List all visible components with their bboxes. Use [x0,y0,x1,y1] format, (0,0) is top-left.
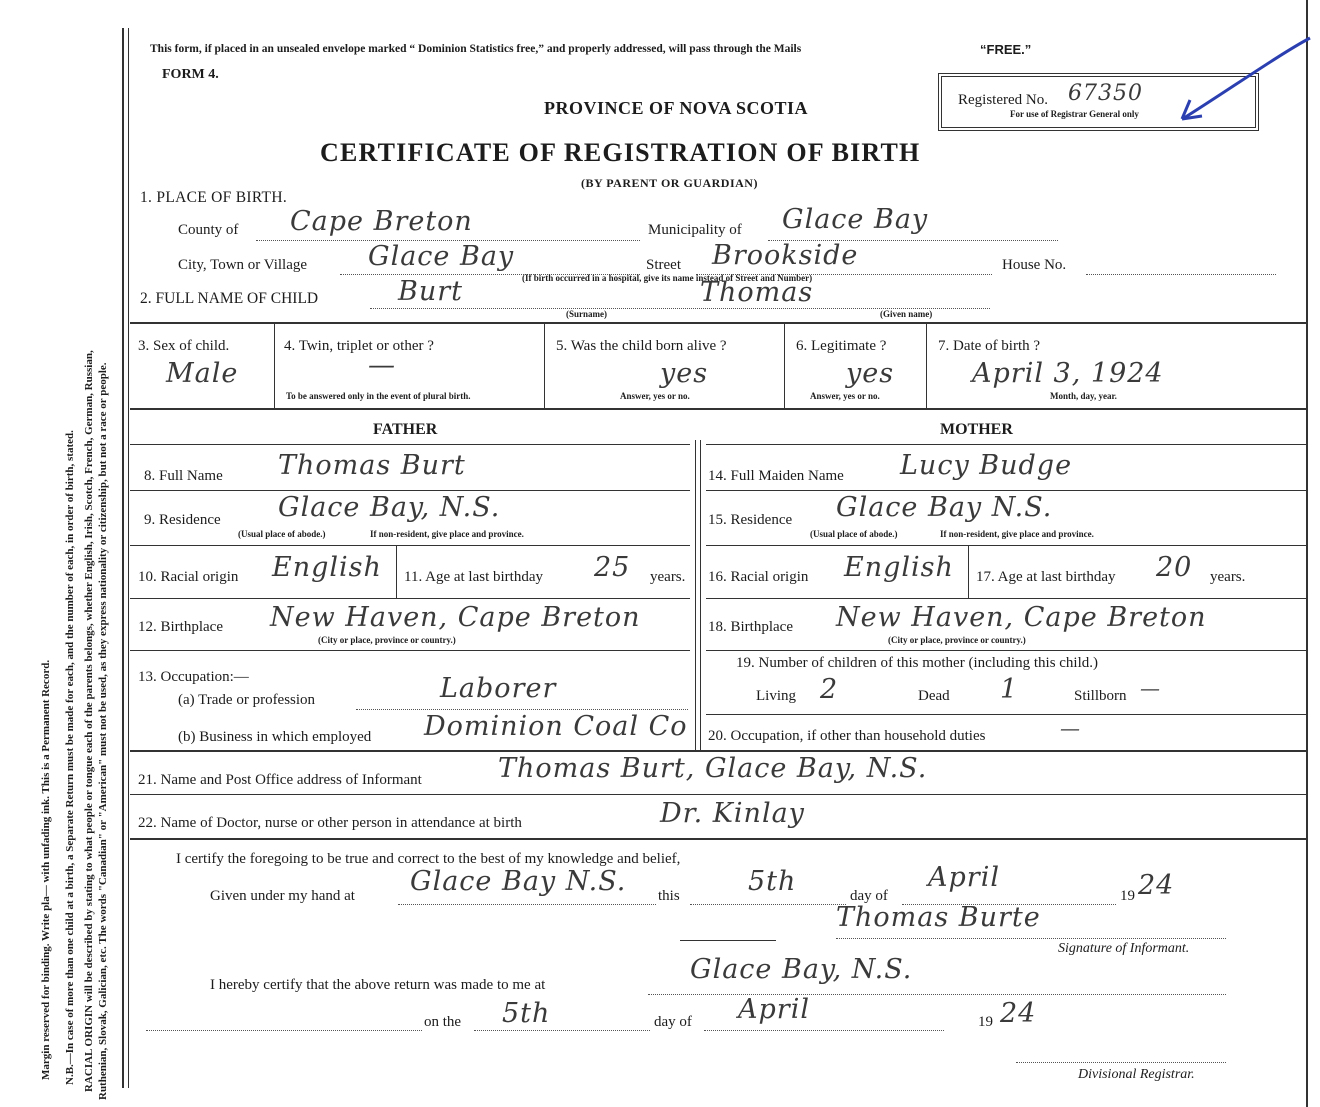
house-line [1086,274,1276,275]
dob-label: 7. Date of birth ? [938,338,1041,354]
stillborn-label: Stillborn [1074,688,1127,704]
day-of-label: day of [850,888,888,904]
occupation-label: 13. Occupation:— [138,669,249,685]
children-count-label: 19. Number of children of this mother (including this child.) [736,655,1099,671]
page-title: CERTIFICATE OF REGISTRATION OF BIRTH [320,138,921,167]
informant-signature: Thomas Burte [836,902,1041,933]
municipality-label: Municipality of [648,222,742,238]
city-value: Glace Bay [368,241,515,272]
living-value: 2 [820,674,839,705]
received-day-value: 5th [502,998,551,1029]
business-label: (b) Business in which employed [178,729,372,745]
born-alive-value: yes [660,358,709,389]
received-at-value: Glace Bay, N.S. [690,954,913,985]
born-alive-note: Answer, yes or no. [620,391,690,401]
registered-label: Registered No. [958,92,1048,108]
rule-f3 [130,598,690,599]
col-sep-4 [926,324,927,408]
father-abode-note: (Usual place of abode.) [238,529,326,539]
mother-racial-label: 16. Racial origin [708,569,809,585]
registrar-line [1016,1062,1226,1063]
mother-age-label: 17. Age at last birthday [976,569,1116,585]
child-surname: Burt [398,276,463,307]
received-year-prefix: 19 [978,1014,993,1030]
margin-nb-note: N.B.—In case of more than one child at a birth, a Separate Return must be made for each, and the number of each, in order of birth, stated. [64,430,76,1085]
mother-name-value: Lucy Budge [900,450,1073,481]
given-year-prefix: 19 [1120,888,1135,904]
mother-residence-label: 15. Residence [708,512,793,528]
col-sep-2 [544,324,545,408]
legitimate-value: yes [846,358,895,389]
legitimate-label: 6. Legitimate ? [796,338,887,354]
mother-birthplace-label: 18. Birthplace [708,619,793,635]
given-month-value: April [928,862,1000,893]
mail-notice: This form, if placed in an unsealed envelope marked “ Dominion Statistics free,” and properly addressed, will pass through the Mails [150,43,802,55]
father-age-label: 11. Age at last birthday [404,569,543,585]
mother-name-label: 14. Full Maiden Name [708,468,844,484]
father-residence-label: 9. Residence [144,512,221,528]
blue-arrow-mark [1170,34,1315,124]
rule-2 [130,408,1306,410]
on-the-label: on the [424,1014,462,1030]
trade-line [356,709,688,710]
rule-m4 [706,650,1306,651]
informant-label: 21. Name and Post Office address of Informant [138,772,422,788]
rule-4 [130,794,1306,795]
col-sep-3 [784,324,785,408]
doctor-value: Dr. Kinlay [660,798,805,829]
mother-nonresident-note: If non-resident, give place and province. [940,529,1094,539]
municipality-value: Glace Bay [782,204,929,235]
rule-f4 [130,650,690,651]
province-heading: PROVINCE OF NOVA SCOTIA [544,98,809,118]
father-birthplace-value: New Haven, Cape Breton [270,602,641,633]
father-name-label: 8. Full Name [144,468,223,484]
twin-note: To be answered only in the event of plural birth. [286,391,471,401]
hereby-label: I hereby certify that the above return was made to me at [210,977,546,993]
registered-number: 67350 [1068,81,1143,106]
legitimate-note: Answer, yes or no. [810,391,880,401]
rule-f1 [130,490,690,491]
father-rule [130,444,690,445]
rule-m1 [706,490,1306,491]
day-of-2-label: day of [654,1014,692,1030]
county-value: Cape Breton [290,206,473,237]
form-number: FORM 4. [162,67,219,82]
mother-occupation-value: — [1060,716,1081,740]
trade-value: Laborer [440,673,557,704]
given-under-label: Given under my hand at [210,888,355,904]
stillborn-value: — [1140,676,1161,700]
county-label: County of [178,222,239,238]
mother-residence-value: Glace Bay N.S. [836,492,1053,523]
rule-1 [130,322,1306,324]
father-racial-value: English [272,552,382,583]
business-value: Dominion Coal Co [424,711,688,742]
right-edge [1306,0,1308,1107]
received-at-line [648,994,1226,995]
margin-racial-note-2: Ruthenian, Slovak, Galician, etc. The words "Canadian" or "American" must not be used, as they express nationality or citizenship, but not a race or people. [97,362,109,1100]
received-day-line [474,1030,650,1031]
rule-m3 [706,598,1306,599]
certify-text: I certify the foregoing to be true and correct to the best of my knowledge and belief, [176,851,681,867]
rule-5 [130,838,1306,840]
mother-racial-value: English [844,552,954,583]
dob-note: Month, day, year. [1050,391,1117,401]
dead-label: Dead [918,688,950,704]
father-heading: FATHER [373,421,438,438]
father-racial-label: 10. Racial origin [138,569,239,585]
father-birthplace-label: 12. Birthplace [138,619,223,635]
child-name-label: 2. FULL NAME OF CHILD [140,290,319,307]
father-city-note: (City or place, province or country.) [318,635,456,645]
center-divider-2 [700,440,701,750]
street-value: Brookside [712,240,859,271]
registrar-note: For use of Registrar General only [1010,109,1139,119]
father-age-value: 25 [594,552,631,583]
received-year-value: 24 [1000,998,1037,1029]
center-divider [695,440,696,750]
this-label: this [658,888,680,904]
binding-rule [122,28,124,1088]
twin-value: — [368,350,396,381]
given-year-value: 24 [1138,870,1175,901]
margin-binding-note: Margin reserved for binding. Write pla— with unfading ink. This is a Permanent Record. [40,659,52,1080]
dead-value: 1 [1000,674,1019,705]
col-sep-1 [274,324,275,408]
mother-heading: MOTHER [940,421,1013,438]
rule-m5 [706,714,1306,715]
received-month-line [704,1030,944,1031]
mother-racial-sep [968,546,969,598]
father-residence-value: Glace Bay, N.S. [278,492,501,523]
sex-label: 3. Sex of child. [138,338,230,354]
margin-racial-note-1: RACIAL ORIGIN will be described by stating to what people or tongue each of the parents belongs, whether English, Irish, Scotch, French, German, Russian, [83,350,95,1092]
mother-years-label: years. [1210,569,1246,585]
born-alive-label: 5. Was the child born alive ? [556,338,727,354]
mother-rule [706,444,1306,445]
given-name-caption: (Given name) [880,309,933,319]
twin-label: 4. Twin, triplet or other ? [284,338,434,354]
child-given-name: Thomas [700,277,814,308]
city-label: City, Town or Village [178,257,308,273]
father-years-label: years. [650,569,686,585]
given-at-value: Glace Bay N.S. [410,866,627,897]
mother-birthplace-value: New Haven, Cape Breton [836,602,1207,633]
given-at-line [398,904,656,905]
place-of-birth-heading: 1. PLACE OF BIRTH. [140,189,287,206]
living-label: Living [756,688,796,704]
page-subtitle: (BY PARENT OR GUARDIAN) [581,176,758,190]
father-nonresident-note: If non-resident, give place and province. [370,529,524,539]
signature-caption: Signature of Informant. [1058,941,1190,956]
surname-caption: (Surname) [566,309,607,319]
given-day-value: 5th [748,866,797,897]
doctor-label: 22. Name of Doctor, nurse or other person in attendance at birth [138,815,522,831]
on-the-lead-line [146,1030,422,1031]
street-label: Street [646,257,681,273]
trade-label: (a) Trade or profession [178,692,316,708]
hospital-note: (If birth occurred in a hospital, give its name instead of Street and Number) [522,273,813,283]
rule-f2 [130,545,690,546]
mother-occupation-label: 20. Occupation, if other than household duties [708,728,986,744]
dob-value: April 3, 1924 [972,358,1164,389]
father-racial-sep [396,546,397,598]
divisional-registrar-caption: Divisional Registrar. [1078,1067,1195,1082]
rule-3 [130,750,1306,752]
house-label: House No. [1002,257,1067,273]
given-day-line [690,904,846,905]
free-label: “FREE.” [980,42,1032,57]
short-rule [680,940,776,941]
sex-value: Male [166,358,239,389]
binding-rule-inner [128,28,129,1088]
signature-line [836,938,1226,939]
mother-abode-note: (Usual place of abode.) [810,529,898,539]
father-name-value: Thomas Burt [278,450,466,481]
received-month-value: April [738,994,810,1025]
informant-value: Thomas Burt, Glace Bay, N.S. [498,753,928,784]
mother-city-note: (City or place, province or country.) [888,635,1026,645]
mother-age-value: 20 [1156,552,1193,583]
rule-m2 [706,545,1306,546]
